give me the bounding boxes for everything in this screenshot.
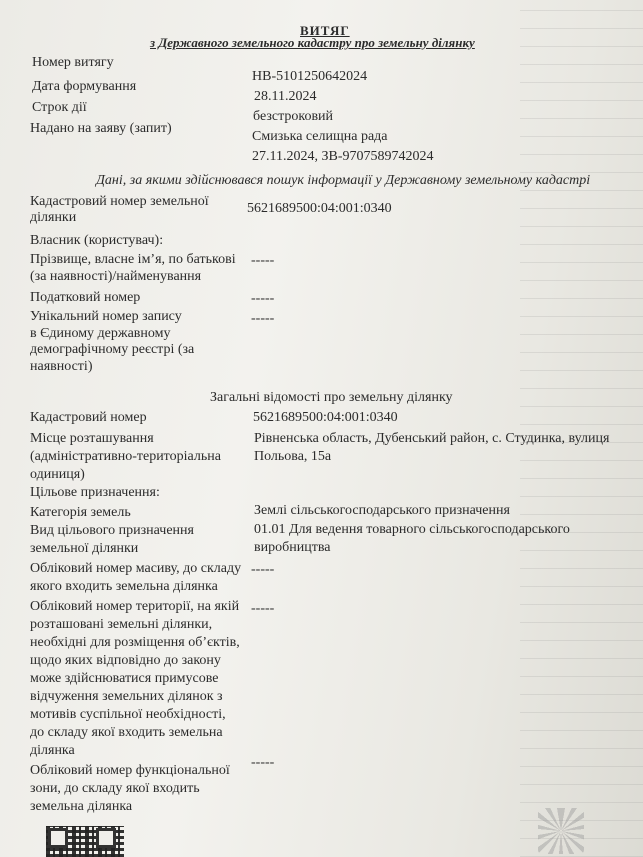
search-name-value: ----- — [251, 253, 275, 268]
meta-label-request: Надано на заяву (запит) — [30, 121, 172, 136]
general-territory-label-line: щодо яких відповідно до закону — [30, 653, 221, 668]
search-name-label-1: Прізвище, власне ім’я, по батькові — [30, 252, 236, 267]
search-reg-label-2: в Єдиному державному — [30, 326, 171, 341]
search-reg-label-4: наявності) — [30, 359, 93, 374]
general-territory-label-line: відчуження земельних ділянок з — [30, 689, 223, 704]
search-cadastral-value: 5621689500:04:001:0340 — [247, 201, 392, 216]
general-territory-label-line: може здійснюватися примусове — [30, 671, 219, 686]
general-location-value-2: Польова, 15а — [254, 449, 332, 464]
general-location-label-3: одиниця) — [30, 467, 85, 482]
meta-value-term: безстроковий — [253, 109, 334, 124]
meta-label-term: Строк дії — [32, 100, 87, 115]
general-massif-value: ----- — [251, 562, 275, 577]
meta-value-request-org: Смизька селищна рада — [252, 129, 388, 144]
general-location-label-1: Місце розташування — [30, 431, 154, 446]
meta-label-extract-number: Номер витягу — [32, 55, 114, 70]
search-reg-label-3: демографічному реєстрі (за — [30, 342, 195, 357]
general-zone-value: ----- — [251, 755, 275, 770]
bleed-through-text — [520, 0, 643, 857]
search-heading: Дані, за якими здійснювався пошук інформації у Державному земельному кадастрі — [96, 173, 591, 188]
search-reg-label-1: Унікальний номер запису — [30, 309, 182, 324]
meta-value-request-ref: 27.11.2024, ЗВ-9707589742024 — [252, 149, 434, 164]
meta-value-extract-number: НВ-5101250642024 — [252, 69, 368, 84]
general-territory-label-line: ділянка — [30, 743, 75, 758]
general-category-value: Землі сільськогосподарського призначення — [254, 503, 510, 518]
general-territory-label-line: необхідні для розміщення об’єктів, — [30, 635, 240, 650]
general-type-label-1: Вид цільового призначення — [30, 523, 194, 538]
general-zone-label-2: зони, до складу якої входить — [30, 781, 200, 796]
general-massif-label-1: Обліковий номер масиву, до складу — [30, 561, 242, 576]
meta-value-date: 28.11.2024 — [254, 89, 317, 104]
general-massif-label-2: якого входить земельна ділянка — [30, 579, 218, 594]
general-territory-label-line: Обліковий номер території, на якій — [30, 599, 240, 614]
general-type-value-2: виробництва — [254, 540, 331, 555]
general-location-value-1: Рівненська область, Дубенський район, с. Студинка, вулиця — [254, 431, 610, 446]
search-tax-label: Податковий номер — [30, 290, 141, 305]
search-cadastral-label-2: ділянки — [30, 210, 77, 225]
general-purpose-label: Цільове призначення: — [30, 485, 160, 500]
general-category-label: Категорія земель — [30, 505, 131, 520]
general-cadastral-label: Кадастровий номер — [30, 410, 147, 425]
search-cadastral-label-1: Кадастровий номер земельної — [30, 194, 209, 209]
general-territory-label-line: мотивів суспільної необхідності, — [30, 707, 226, 722]
general-territory-label-line: до складу якої входить земельна — [30, 725, 223, 740]
search-reg-value: ----- — [251, 311, 275, 326]
general-heading: Загальні відомості про земельну ділянку — [210, 390, 453, 405]
general-zone-label-1: Обліковий номер функціональної — [30, 763, 230, 778]
search-name-label-2: (за наявності)/найменування — [30, 269, 202, 284]
stamp-mark-icon — [538, 808, 584, 854]
document-title: ВИТЯГ — [300, 23, 350, 38]
general-territory-label-line: розташовані земельні ділянки, — [30, 617, 213, 632]
general-location-label-2: (адміністративно-територіальна — [30, 449, 221, 464]
general-zone-label-3: земельна ділянка — [30, 799, 133, 814]
search-tax-value: ----- — [251, 291, 275, 306]
document-subtitle: з Державного земельного кадастру про земельну ділянку — [150, 35, 475, 50]
general-type-value-1: 01.01 Для ведення товарного сільськогосподарського — [254, 522, 570, 537]
meta-label-date: Дата формування — [32, 79, 137, 94]
qr-code-icon — [46, 826, 124, 857]
search-owner-label: Власник (користувач): — [30, 233, 164, 248]
general-territory-value: ----- — [251, 601, 275, 616]
general-type-label-2: земельної ділянки — [30, 541, 139, 556]
general-cadastral-value: 5621689500:04:001:0340 — [253, 410, 398, 425]
